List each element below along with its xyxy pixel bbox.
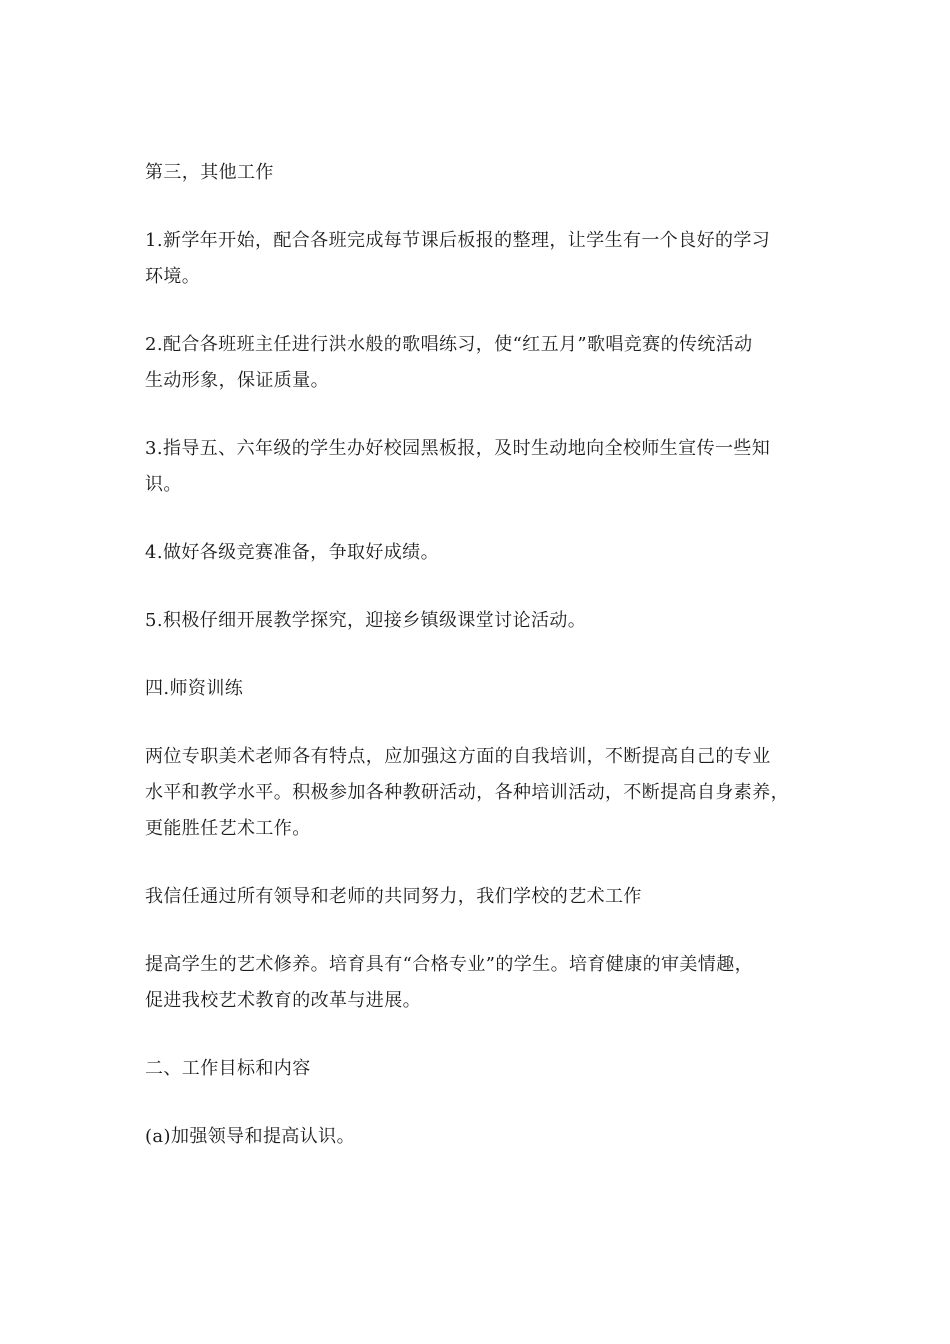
text-line: (a)加强领导和提高认识。 xyxy=(145,1126,355,1147)
text-line: 我信任通过所有领导和老师的共同努力，我们学校的艺术工作 xyxy=(145,886,642,907)
paragraph-belief xyxy=(145,879,810,915)
subsection-item-a xyxy=(145,1119,810,1155)
text-line: 第三，其他工作 xyxy=(145,162,274,183)
text-line: 1.新学年开始，配合各班完成每节课后板报的整理，让学生有一个良好的学习 xyxy=(145,230,771,251)
text-line: 生动形象，保证质量。 xyxy=(145,370,329,391)
text-line: 提高学生的艺术修养。培育具有“合格专业”的学生。培育健康的审美情趣， xyxy=(145,954,754,975)
list-item-4 xyxy=(145,535,810,571)
text-line: 二、工作目标和内容 xyxy=(145,1058,311,1079)
text-line: 四.师资训练 xyxy=(145,678,244,699)
text-line: 4.做好各级竞赛准备，争取好成绩。 xyxy=(145,542,439,563)
document-body xyxy=(145,155,810,1187)
text-line: 更能胜任艺术工作。 xyxy=(145,818,311,839)
section-heading-other-work xyxy=(145,155,810,191)
list-item-1 xyxy=(145,223,810,295)
text-line: 2.配合各班班主任进行洪水般的歌唱练习，使“红五月”歌唱竞赛的传统活动 xyxy=(145,334,753,355)
section-heading-teacher-training xyxy=(145,671,810,707)
text-line: 环境。 xyxy=(145,266,201,287)
paragraph-teacher-training xyxy=(145,739,810,847)
list-item-5 xyxy=(145,603,810,639)
text-line: 水平和教学水平。积极参加各种教研活动，各种培训活动，不断提高自身素养， xyxy=(145,782,789,803)
text-line: 促进我校艺术教育的改革与进展。 xyxy=(145,990,421,1011)
text-line: 3.指导五、六年级的学生办好校园黑板报，及时生动地向全校师生宣传一些知 xyxy=(145,438,771,459)
section-heading-work-goals xyxy=(145,1051,810,1087)
text-line: 5.积极仔细开展教学探究，迎接乡镇级课堂讨论活动。 xyxy=(145,610,587,631)
paragraph-goals xyxy=(145,947,810,1019)
list-item-2 xyxy=(145,327,810,399)
text-line: 识。 xyxy=(145,474,182,495)
list-item-3 xyxy=(145,431,810,503)
text-line: 两位专职美术老师各有特点，应加强这方面的自我培训，不断提高自己的专业 xyxy=(145,746,771,767)
